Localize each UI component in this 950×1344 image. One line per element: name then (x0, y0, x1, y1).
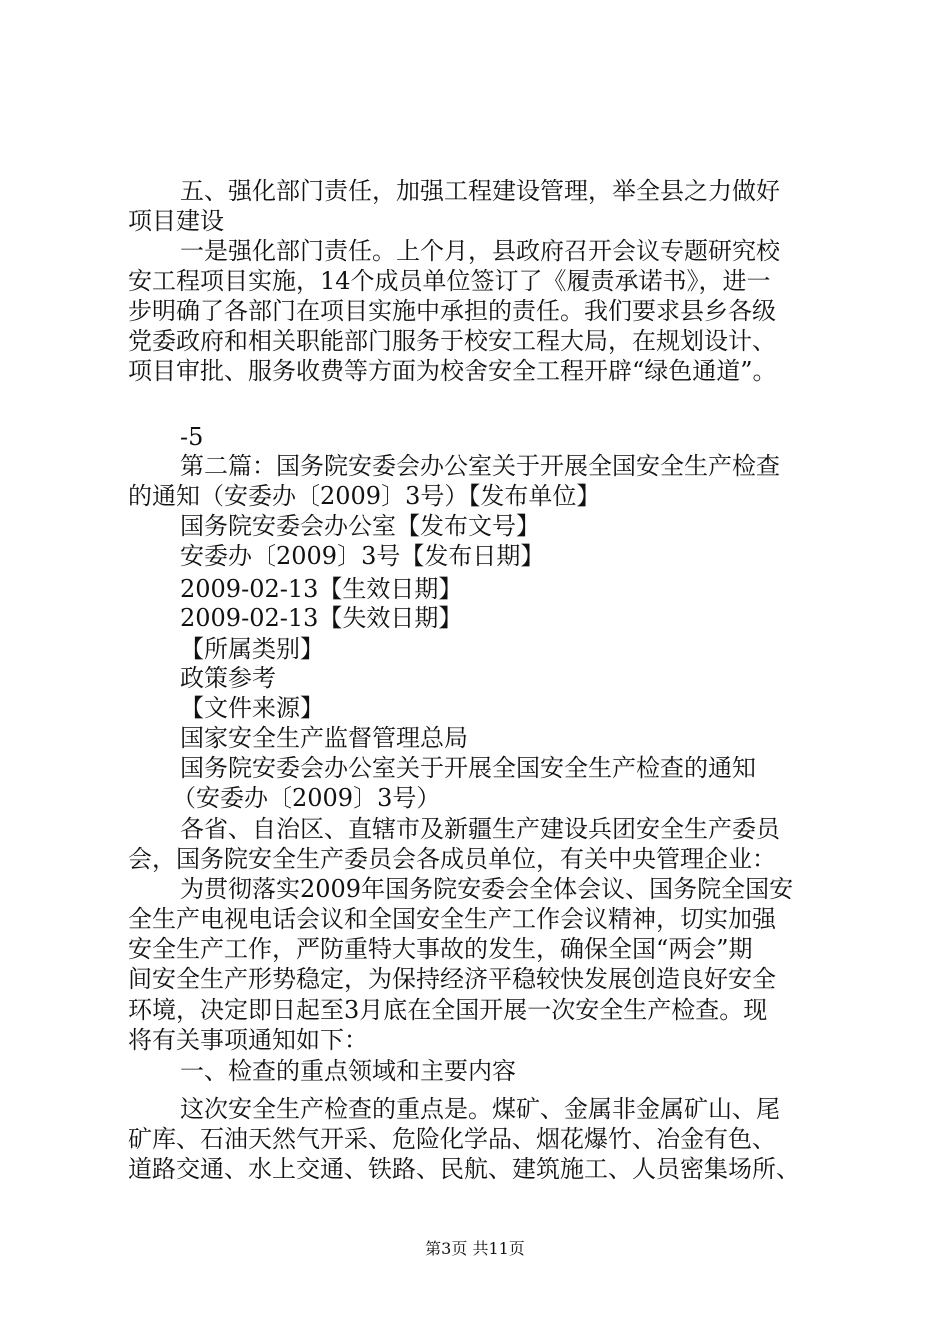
paragraph-line: 将有关事项通知如下： (128, 1026, 368, 1054)
meta-line: 2009-02-13【生效日期】 (180, 575, 463, 603)
notice-number: （安委办〔2009〕3号） (172, 784, 441, 812)
paragraph-line: 安工程项目实施，14个成员单位签订了《履责承诺书》，进一 (128, 267, 771, 295)
paragraph-line: 步明确了各部门在项目实施中承担的责任。我们要求县乡各级 (128, 297, 776, 325)
page-footer: 第3页 共11页 (425, 1239, 525, 1258)
paragraph-line: 党委政府和相关职能部门服务于校安工程大局，在规划设计、 (128, 327, 776, 355)
subsection-heading: 一、检查的重点领域和主要内容 (180, 1057, 516, 1085)
paragraph-line: 这次安全生产检查的重点是。煤矿、金属非金属矿山、尾 (180, 1095, 780, 1123)
section-heading-continued: 项目建设 (128, 207, 224, 235)
paragraph-line: 全生产电视电话会议和全国安全生产工作会议精神，切实加强 (128, 905, 776, 933)
paragraph-line: 一是强化部门责任。上个月，县政府召开会议专题研究校 (180, 237, 780, 265)
paragraph-line: 环境，决定即日起至3月底在全国开展一次安全生产检查。现 (128, 996, 768, 1024)
paragraph-line: 矿库、石油天然气开采、危险化学品、烟花爆竹、冶金有色、 (128, 1125, 776, 1153)
meta-line: 国务院安委会办公室【发布文号】 (180, 512, 540, 540)
paragraph-line: 间安全生产形势稳定，为保持经济平稳较快发展创造良好安全 (128, 965, 776, 993)
article-title-continued: 的通知（安委办〔2009〕3号）【发布单位】 (128, 482, 601, 510)
meta-line: 【所属类别】 (180, 635, 324, 663)
section-heading: 五、强化部门责任，加强工程建设管理，举全县之力做好 (180, 177, 780, 205)
paragraph-line: 道路交通、水上交通、铁路、民航、建筑施工、人员密集场所、 (128, 1155, 800, 1183)
article-title: 第二篇：国务院安委会办公室关于开展全国安全生产检查 (180, 452, 780, 480)
notice-title: 国务院安委会办公室关于开展全国安全生产检查的通知 (180, 754, 756, 782)
meta-line: 【文件来源】 (180, 694, 324, 722)
meta-line: 安委办〔2009〕3号【发布日期】 (180, 542, 545, 570)
paragraph-line: 项目审批、服务收费等方面为校舍安全工程开辟“绿色通道”。 (128, 357, 777, 385)
meta-line: 政策参考 (180, 664, 276, 692)
meta-line: 2009-02-13【失效日期】 (180, 604, 463, 632)
paragraph-line: 会，国务院安全生产委员会各成员单位，有关中央管理企业： (128, 845, 776, 873)
page-marker: -5 (180, 423, 204, 451)
paragraph-line: 各省、自治区、直辖市及新疆生产建设兵团安全生产委员 (180, 815, 780, 843)
paragraph-line: 为贯彻落实2009年国务院安委会全体会议、国务院全国安 (180, 875, 794, 903)
meta-line: 国家安全生产监督管理总局 (180, 724, 468, 752)
paragraph-line: 安全生产工作，严防重特大事故的发生，确保全国“两会”期 (128, 935, 753, 963)
